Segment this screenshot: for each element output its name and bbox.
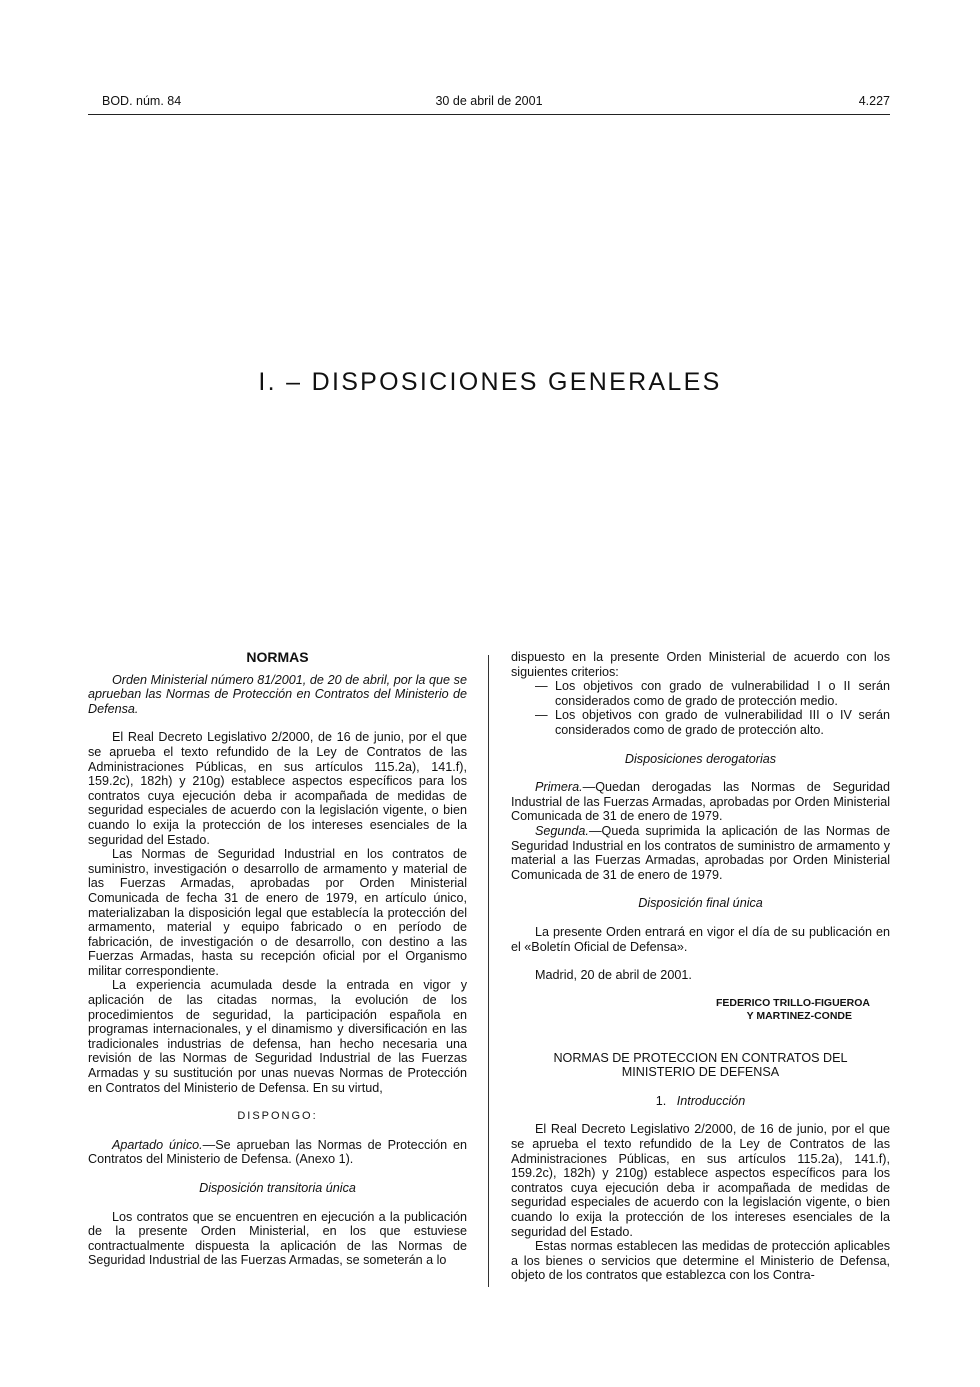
signature-line-1: FEDERICO TRILLO-FIGUEROA <box>716 996 870 1009</box>
dash-mark: — <box>535 708 548 723</box>
page-header <box>88 94 890 115</box>
introduction-heading <box>511 1094 890 1109</box>
transitoria-text: Los contratos que se encuentren en ejecución a la publicación de la presente Orden Ministerial, en los que estuviese contractualmente dispuesta la aplicación de las Normas de Seguridad Industrial de las Fuerzas Armadas, se someterán a lo <box>88 1209 467 1268</box>
intro-paragraph-1: El Real Decreto Legislativo 2/2000, de 16 de junio, por el que se aprueba el texto refundido de la Ley de Contratos de las Administraciones Públicas, en sus artículos 115.2a), 141.f), 159.2c), 182h) y 210g) establece aspectos específicos para los contratos cuya ejecución deba ir acompañada de medidas de seguridad especiales de acuerdo con la legislación vigente, o bien cuando lo exija la protección de los intereses esenciales de la seguridad del Estado. <box>511 1122 890 1239</box>
primera-paragraph <box>511 780 890 824</box>
final-text: La presente Orden entrará en vigor el día de su publicación en el «Boletín Oficial de Defensa». <box>511 924 890 954</box>
order-title: Orden Ministerial número 81/2001, de 20 de abril, por la que se aprueban las Normas de Protección en Contratos del Ministerio de Defensa. <box>88 672 467 716</box>
normas-title-line-2: MINISTERIO DE DEFENSA <box>621 1065 780 1080</box>
apartado-text: —Se aprueban las Normas de Protección en Contratos del Ministerio de Defensa. (Anexo 1). <box>88 1137 468 1167</box>
column-divider <box>488 655 489 1287</box>
criteria-item <box>535 708 890 737</box>
dispongo-heading: DISPONGO: <box>237 1110 318 1123</box>
normas-heading: NORMAS <box>246 649 309 665</box>
segunda-paragraph <box>511 824 890 882</box>
segunda-label: Segunda. <box>535 823 589 838</box>
left-column <box>88 650 467 1268</box>
intro-number: 1. <box>655 1093 667 1108</box>
place-date: Madrid, 20 de abril de 2001. <box>535 968 692 983</box>
primera-label: Primera. <box>535 780 583 795</box>
normas-title-line-1: NORMAS DE PROTECCION EN CONTRATOS DEL <box>553 1050 848 1065</box>
bulletin-number: BOD. núm. 84 <box>102 94 182 108</box>
paragraph-3: La experiencia acumulada desde la entrada en vigor y aplicación de las citadas normas, la evolución de los procedimientos de seguridad, la participación española en programas internacionales, y el dinamismo y diversificación en las tradicionales industrias de defensa, han hecho necesaria una revisión de las Normas de Seguridad Industrial de las Fuerzas Armadas y su sustitución por unas nuevas Normas de Protección en Contratos del Ministerio de Defensa. En su virtud, <box>88 978 467 1095</box>
derogatorias-title: Disposiciones derogatorias <box>624 751 777 766</box>
apartado-unico <box>88 1138 467 1167</box>
criteria-text: Los objetivos con grado de vulnerabilidad I o II serán considerados como de grado de protección medio. <box>555 679 890 708</box>
right-column <box>511 650 890 1283</box>
paragraph-1: El Real Decreto Legislativo 2/2000, de 16 de junio, por el que se aprueba el texto refundido de la Ley de Contratos de las Administraciones Públicas, en sus artículos 115.2a), 141.f), 159.2c), 182h) y 210g) establece aspectos específicos para los contratos cuya ejecución deba ir acompañada de medidas de seguridad especiales de acuerdo con la legislación vigente, o bien cuando lo exija la protección de los intereses esenciales de la seguridad del Estado. <box>88 730 467 847</box>
paragraph-2: Las Normas de Seguridad Industrial en los contratos de suministro, investigación o desarrollo de armamento y material de las Fuerzas Armadas, aprobadas por Orden Ministerial Comunicada de fecha 31 de enero de 1979, en artículo único, materializaban la disposición legal que establecía la protección del armamento, material y equipo fabricado o en período de fabricación, de investigación o de desarrollo, con destino a las Fuerzas Armadas, hasta su recepción oficial por el Organismo militar correspondiente. <box>88 847 467 978</box>
apartado-label: Apartado único. <box>112 1137 203 1152</box>
section-title: I. – DISPOSICIONES GENERALES <box>258 368 722 396</box>
transitoria-title: Disposición transitoria única <box>199 1181 356 1195</box>
signature <box>511 997 890 1023</box>
publication-date: 30 de abril de 2001 <box>435 94 543 108</box>
signature-line-2: Y MARTINEZ-CONDE <box>746 1009 852 1022</box>
final-title: Disposición final única <box>638 896 763 911</box>
segunda-text: —Queda suprimida la aplicación de las Normas de Seguridad Industrial en los contratos de suministro de armamento y material a las Fuerzas Armadas, aprobadas por Orden Ministerial Comunicada de 31 de enero de 1979. <box>511 823 890 882</box>
criteria-text: Los objetivos con grado de vulnerabilidad III o IV serán considerados como de grado de protección alto. <box>555 708 890 737</box>
primera-text: —Quedan derogadas las Normas de Seguridad Industrial de las Fuerzas Armadas, aprobadas por Orden Ministerial Comunicada de 31 de enero de 1979. <box>511 780 890 824</box>
dash-mark: — <box>535 679 548 694</box>
criteria-item <box>535 679 890 708</box>
continuation-text: dispuesto en la presente Orden Ministerial de acuerdo con los siguientes criterios: <box>511 650 890 679</box>
intro-paragraph-2: Estas normas establecen las medidas de protección aplicables a los bienes o servicios que determine el Ministerio de Defensa, objeto de los contratos que establezca con los Contra- <box>511 1239 890 1283</box>
intro-title: Introducción <box>676 1093 746 1108</box>
page-number: 4.227 <box>858 94 890 108</box>
